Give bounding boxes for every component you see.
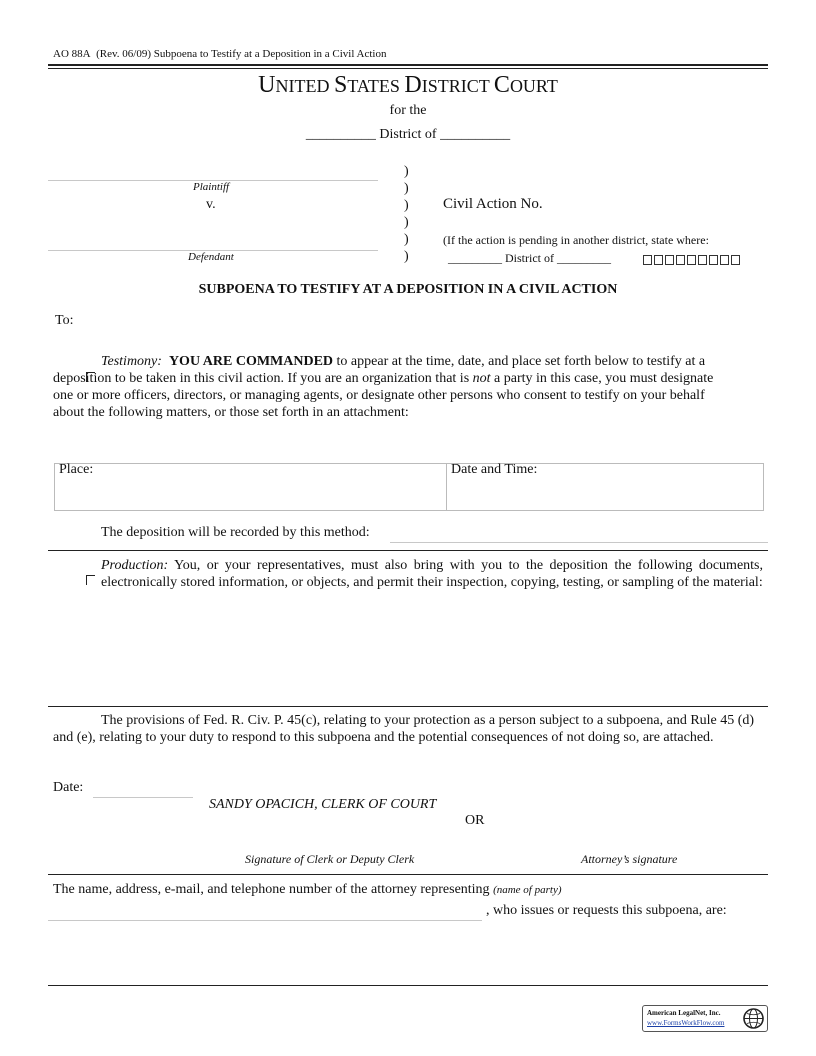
pending-note: (If the action is pending in another district, state where: (443, 233, 709, 247)
versus-label: v. (206, 197, 216, 212)
party-name-field[interactable] (48, 920, 482, 921)
clerk-signature-label: Signature of Clerk or Deputy Clerk (245, 852, 415, 866)
caption-paren-6: ) (404, 249, 409, 264)
testimony-line-2: deposition to be taken in this civil action. If you are an organization that is not a party in this case, you must designate (53, 371, 714, 386)
date-field[interactable] (93, 797, 193, 798)
date-label: Date: (53, 780, 84, 795)
section-rule-4 (48, 985, 768, 986)
american-legalnet-logo (642, 1005, 768, 1032)
testimony-line-3: one or more officers, directors, or managing agents, or designate other persons who consent to testify on your behalf (53, 388, 705, 403)
production-checkbox[interactable] (86, 575, 95, 585)
caption-paren-1: ) (404, 164, 409, 179)
caption-paren-5: ) (404, 232, 409, 247)
header-rule-thin (48, 68, 768, 69)
section-rule-2 (48, 706, 768, 707)
place-date-box (54, 463, 764, 511)
logo-company: American LegalNet, Inc. (647, 1009, 721, 1017)
form-revision: (Rev. 06/09) Subpoena to Testify at a Deposition in a Civil Action (96, 48, 387, 60)
plaintiff-label: Plaintiff (193, 181, 230, 193)
testimony-line-1: Testimony: YOU ARE COMMANDED to appear at the time, date, and place set forth below to testify at a (101, 354, 706, 369)
production-text: Production: You, or your representatives, must also bring with you to the deposition the following documents, electronically stored information, or objects, and permit their inspection, copying, testing, or sampling of the material: (101, 558, 763, 590)
recorded-method-field[interactable] (390, 542, 768, 543)
subpoena-heading: SUBPOENA TO TESTIFY AT A DEPOSITION IN A CIVIL ACTION (198, 282, 618, 297)
caption-paren-3: ) (404, 198, 409, 213)
attorney-line-2: , who issues or requests this subpoena, are: (486, 903, 727, 918)
clerk-name: SANDY OPACICH, CLERK OF COURT (209, 797, 437, 812)
missing-glyph-boxes (643, 251, 742, 269)
attorney-line-1: The name, address, e-mail, and telephone number of the attorney representing (name of party) (53, 882, 562, 897)
section-rule-3 (48, 874, 768, 875)
court-title: UNITED STATES DISTRICT COURT (258, 72, 558, 98)
district-line: __________ District of __________ (305, 127, 511, 142)
date-time-label[interactable]: Date and Time: (451, 462, 538, 477)
place-date-divider (446, 463, 447, 510)
globe-icon (743, 1008, 764, 1029)
caption-paren-4: ) (404, 215, 409, 230)
logo-url[interactable]: www.FormsWorkFlow.com (647, 1019, 725, 1027)
testimony-line-4: about the following matters, or those set forth in an attachment: (53, 405, 409, 420)
place-label[interactable]: Place: (59, 462, 94, 477)
defendant-label: Defendant (188, 251, 234, 263)
to-label: To: (55, 313, 74, 328)
recorded-method-label: The deposition will be recorded by this method: (101, 525, 370, 540)
civil-action-label: Civil Action No. (443, 196, 543, 212)
caption-paren-2: ) (404, 181, 409, 196)
attorney-signature-label: Attorney’s signature (581, 852, 678, 866)
form-header (53, 48, 386, 60)
header-rule (48, 64, 768, 66)
section-rule-1 (48, 550, 768, 551)
provisions-text: The provisions of Fed. R. Civ. P. 45(c), relating to your protection as a person subject to a subpoena, and Rule 45 (d) and (e), relating to your duty to respond to this subpoena and the potential consequences of not doing so, are attached. (53, 713, 755, 745)
or-label: OR (465, 813, 485, 828)
pending-district: _________ District of _________ (448, 251, 611, 265)
for-the-label: for the (389, 103, 427, 118)
form-id: AO 88A (53, 48, 91, 60)
